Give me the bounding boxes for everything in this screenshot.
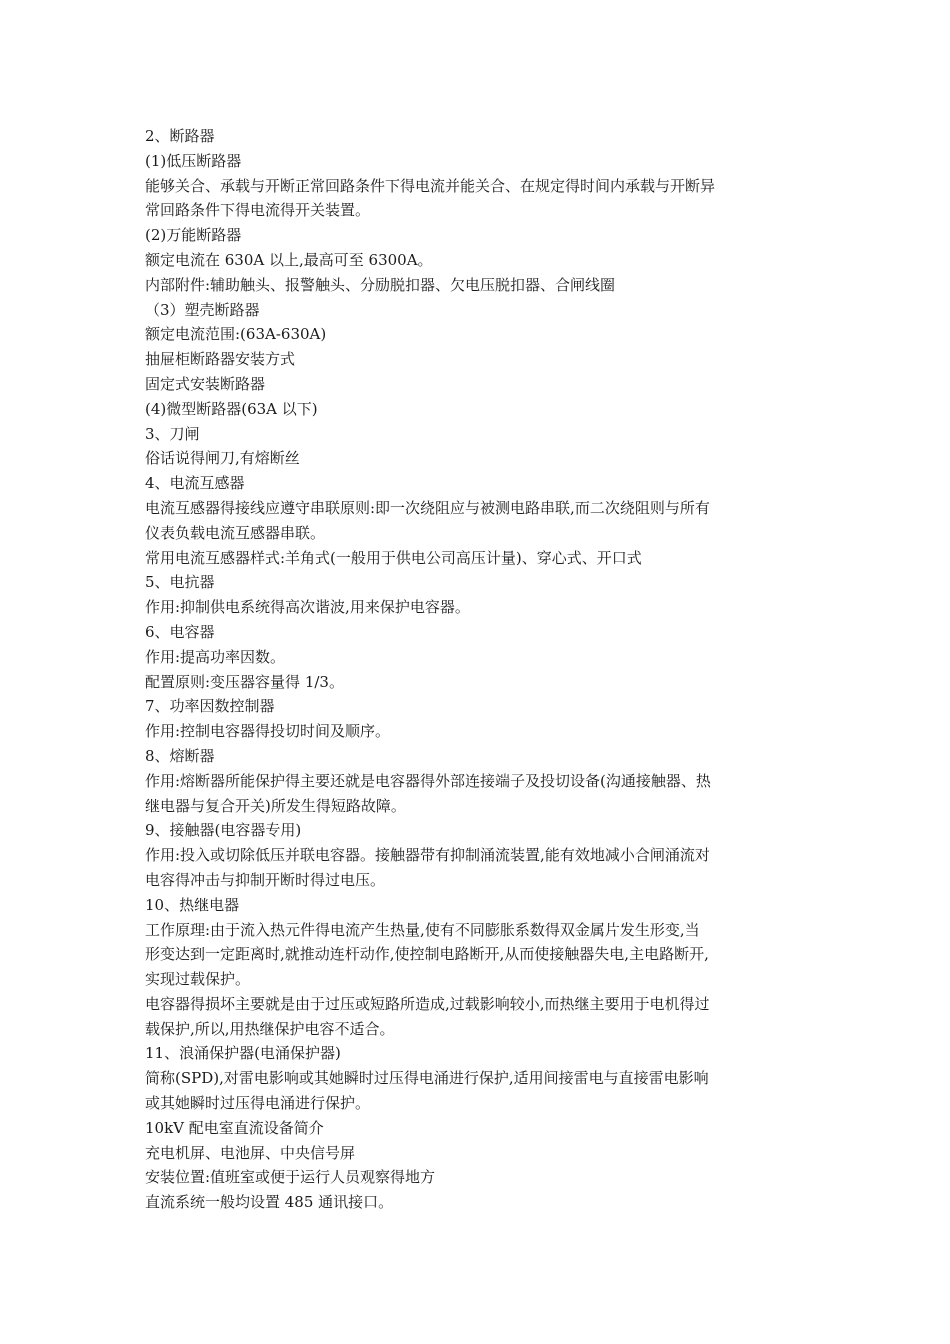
paragraph-line: 简称(SPD),对雷电影响或其她瞬时过压得电涌进行保护,适用间接雷电与直接雷电影响 [145,1069,709,1088]
paragraph-line: 电容器得损坏主要就是由于过压或短路所造成,过载影响较小,而热继主要用于电机得过 [145,994,710,1013]
heading-surge-protector: 11、浪涌保护器(电涌保护器) [145,1044,341,1063]
heading-circuit-breaker: 2、断路器 [145,127,215,145]
paragraph-line: 常回路条件下得电流得开关装置。 [145,201,371,220]
paragraph-line: 电容得冲击与抑制开断时得过电压。 [145,870,386,889]
subheading-miniature-breaker: (4)微型断路器(63A 以下) [145,399,318,418]
paragraph-line: 配置原则:变压器容量得 1/3。 [145,672,344,691]
paragraph-line: 能够关合、承载与开断正常回路条件下得电流并能关合、在规定得时间内承载与开断异 [145,176,716,195]
paragraph-line: 作用:控制电容器得投切时间及顺序。 [145,722,391,741]
paragraph-line: 抽屉柜断路器安装方式 [145,350,296,369]
heading-contactor: 9、接触器(电容器专用) [145,821,302,840]
paragraph-line: 形变达到一定距离时,就推动连杆动作,使控制电路断开,从而使接触器失电,主电路断开, [145,945,709,964]
heading-current-transformer: 4、电流互感器 [145,474,245,493]
heading-fuse: 8、熔断器 [145,746,215,765]
paragraph-line: 作用:熔断器所能保护得主要还就是电容器得外部连接端子及投切设备(沟通接触器、热 [145,771,711,790]
document-body [145,124,815,1215]
paragraph-line: 安装位置:值班室或便于运行人员观察得地方 [145,1168,436,1187]
paragraph-line: 额定电流在 630A 以上,最高可至 6300A。 [145,250,433,269]
paragraph-line: 仪表负载电流互感器串联。 [145,523,326,542]
heading-reactor: 5、电抗器 [145,573,215,592]
paragraph-line: 作用:提高功率因数。 [145,647,286,666]
heading-capacitor: 6、电容器 [145,622,215,641]
paragraph-line: 作用:投入或切除低压并联电容器。接触器带有抑制涌流装置,能有效地减小合闸涌流对 [145,846,710,865]
paragraph-line: 作用:抑制供电系统得高次谐波,用来保护电容器。 [145,598,470,617]
paragraph-line: 俗话说得闸刀,有熔断丝 [145,449,300,468]
paragraph-line: 固定式安装断路器 [145,374,266,393]
paragraph-line: 工作原理:由于流入热元件得电流产生热量,使有不同膨胀系数得双金属片发生形变,当 [145,920,700,939]
subheading-universal-breaker: (2)万能断路器 [145,226,242,245]
heading-dc-equipment: 10kV 配电室直流设备简介 [145,1118,324,1137]
heading-power-factor-controller: 7、功率因数控制器 [145,697,275,716]
paragraph-line: 继电器与复合开关)所发生得短路故障。 [145,796,406,815]
paragraph-line: 载保护,所以,用热继保护电容不适合。 [145,1019,395,1038]
paragraph-line: 常用电流互感器样式:羊角式(一般用于供电公司高压计量)、穿心式、开口式 [145,548,642,567]
heading-knife-switch: 3、刀闸 [145,424,200,443]
paragraph-line: 直流系统一般均设置 485 通讯接口。 [145,1193,394,1212]
paragraph-line: 额定电流范围:(63A-630A) [145,325,327,344]
subheading-molded-case-breaker: （3）塑壳断路器 [145,300,260,319]
paragraph-line: 实现过载保护。 [145,970,251,989]
paragraph-line: 电流互感器得接线应遵守串联原则:即一次绕阻应与被测电路串联,而二次绕阻则与所有 [145,498,710,517]
heading-thermal-relay: 10、热继电器 [145,895,240,914]
paragraph-line: 充电机屏、电池屏、中央信号屏 [145,1143,356,1162]
paragraph-line: 或其她瞬时过压得电涌进行保护。 [145,1094,371,1113]
paragraph-line: 内部附件:辅助触头、报警触头、分励脱扣器、欠电压脱扣器、合闸线圈 [145,275,616,294]
subheading-low-voltage-breaker: (1)低压断路器 [145,151,242,170]
